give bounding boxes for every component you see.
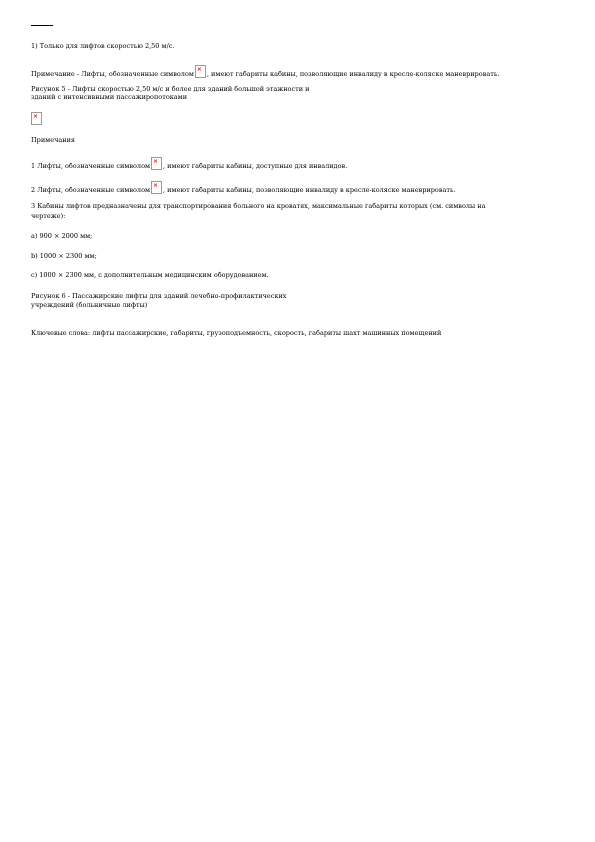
footnote-separator-rule [31,25,53,26]
note-3-line-2: чертеже): [31,212,66,220]
size-c: c) 1000 × 2300 мм, с дополнительным медицинским оборудованием. [31,271,269,279]
note-2-text-a: 2 Лифты, обозначенные символом [31,186,151,194]
note-elevator-text-b: , имеют габариты кабины, позволяющие инвалиду в кресле-коляске маневрировать. [206,70,500,78]
broken-image-icon: × [151,181,162,194]
size-b: b) 1000 × 2300 мм; [31,252,97,260]
note-2-text-b: , имеют габариты кабины, позволяющие инвалиду в кресле-коляске маневрировать. [163,186,456,194]
broken-image-icon: × [151,157,162,170]
figure-5-caption-line-1: Рисунок 5 - Лифты скоростью 2,50 м/с и более для зданий большой этажности и [31,85,310,93]
note-elevator-text-a: Примечание - Лифты, обозначенные символом [31,70,194,78]
figure-6-caption-line-2: учреждений (больничные лифты) [31,301,148,309]
note-1 [31,157,347,170]
note-elevator [31,65,499,78]
figure-5-image [31,112,42,125]
figure-5-caption-line-2: зданий с интенсивными пассажиропотоками [31,93,188,101]
broken-image-icon: × [31,112,42,125]
footnote-1: 1) Только для лифтов скоростью 2,50 м/с. [31,42,175,50]
size-a: a) 900 × 2000 мм; [31,232,93,240]
broken-image-icon: × [195,65,206,78]
keywords: Ключевые слова: лифты пассажирские, габариты, грузоподъемность, скорость, габариты шахт машинных помещений [31,329,442,337]
figure-6-caption-line-1: Рисунок 6 - Пассажирские лифты для зданий лечебно-профилактических [31,292,287,300]
note-1-text-a: 1 Лифты, обозначенные символом [31,162,151,170]
note-1-text-b: , имеют габариты кабины, доступные для инвалидов. [163,162,348,170]
notes-heading: Примечания [31,136,76,144]
note-3-line-1: 3 Кабины лифтов предназначены для транспортирования больного на кроватях, максимальные габариты которых (см. символы на [31,202,486,210]
note-2 [31,181,456,194]
